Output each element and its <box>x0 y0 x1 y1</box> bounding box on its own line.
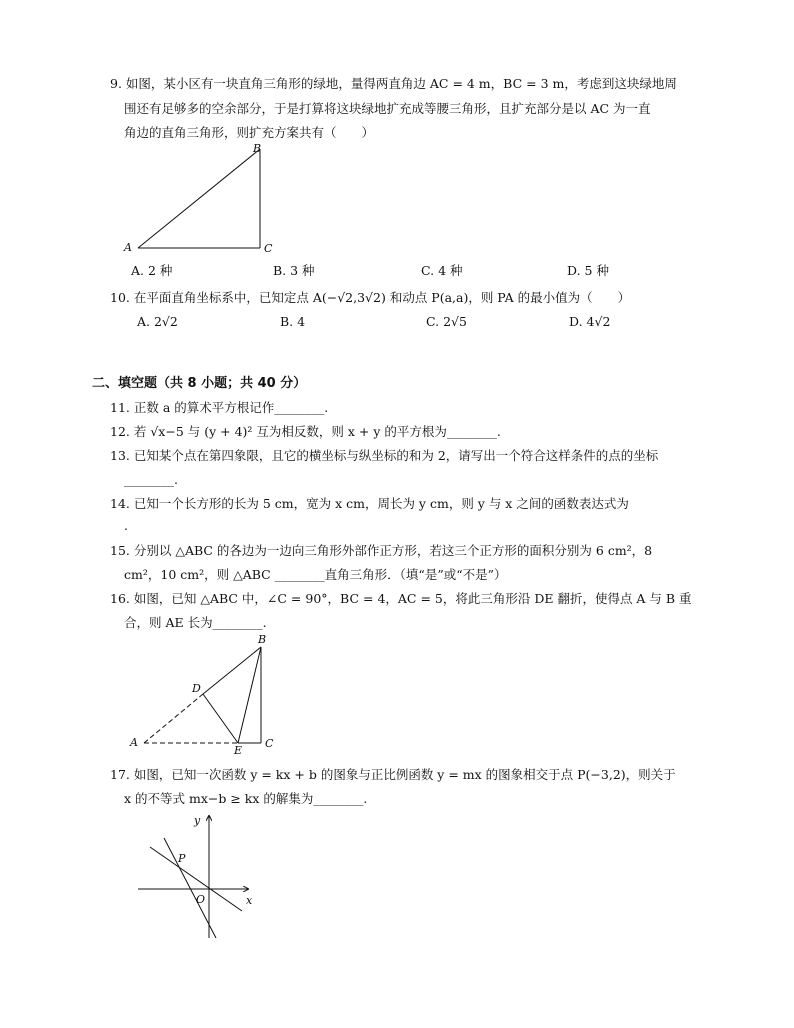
section-title: 二、填空题（共 8 小题；共 40 分） <box>92 376 307 391</box>
q9-option-c: C. 4 种 <box>421 263 463 278</box>
q9-figure <box>118 138 288 258</box>
q9-line-3: 角边的直角三角形，则扩充方案共有（ ） <box>124 125 375 140</box>
q9-option-a: A. 2 种 <box>131 263 173 278</box>
q10-option-d: D. 4√2 <box>569 314 611 329</box>
q16-line-2: 合，则 AE 长为________. <box>124 615 267 630</box>
q14-line-1: 14. 已知一个长方形的长为 5 cm，宽为 x cm，周长为 y cm，则 y 与 x 之间的函数表达式为 <box>110 496 629 511</box>
q17-line-2: x 的不等式 mx−b ≥ kx 的解集为________. <box>124 791 368 806</box>
q13-line-1: 13. 已知某个点在第四象限，且它的横坐标与纵坐标的和为 2，请写出一个符合这样条件的点的坐标 <box>110 448 659 463</box>
q9-option-b: B. 3 种 <box>273 263 315 278</box>
q10-option-c: C. 2√5 <box>426 314 467 329</box>
q16-label-a: A <box>130 736 138 749</box>
q15-line-2: cm²，10 cm²，则 △ABC ________直角三角形．（填“是”或“不是”） <box>124 567 507 582</box>
q17-line-1: 17. 如图，已知一次函数 y = kx + b 的图象与正比例函数 y = mx 的图象相交于点 P(−3,2)，则关于 <box>110 767 676 782</box>
q17-label-p: P <box>178 852 186 865</box>
q15-line-1: 15. 分别以 △ABC 的各边为一边向三角形外部作正方形，若这三个正方形的面积分别为 6 cm²，8 <box>110 543 653 558</box>
q9-line-1: 9. 如图，某小区有一块直角三角形的绿地，量得两直角边 AC = 4 m，BC = 3 m，考虑到这块绿地周 <box>110 76 677 91</box>
q14-line-2: . <box>124 518 128 533</box>
q10-option-b: B. 4 <box>280 314 306 329</box>
q16-figure <box>124 630 284 755</box>
q10-option-a: A. 2√2 <box>137 314 178 329</box>
q17-label-o: O <box>196 893 206 906</box>
q13-line-2: ________. <box>124 472 178 487</box>
q9-edge-ab <box>138 149 260 248</box>
q9-label-b: B <box>253 142 262 155</box>
q17-label-x: x <box>246 894 253 907</box>
q9-option-d: D. 5 种 <box>567 263 609 278</box>
q11-line: 11. 正数 a 的算术平方根记作________. <box>110 400 329 415</box>
q12-line: 12. 若 √x−5 与 (y + 4)² 互为相反数，则 x + y 的平方根为________. <box>110 424 501 439</box>
q17-figure <box>130 810 270 945</box>
q9-label-c: C <box>264 242 273 255</box>
q16-label-c: C <box>265 737 274 750</box>
q16-edge-db <box>203 647 261 694</box>
q16-edge-ab-dashed-lower <box>144 694 203 743</box>
q16-label-e: E <box>234 744 243 755</box>
q16-line-1: 16. 如图，已知 △ABC 中，∠C = 90°，BC = 4，AC = 5，将此三角形沿 DE 翻折，使得点 A 与 B 重 <box>110 591 692 606</box>
q10-line: 10. 在平面直角坐标系中，已知定点 A(−√2,3√2) 和动点 P(a,a)，则 PA 的最小值为（ ） <box>110 290 631 305</box>
q16-edge-be <box>238 647 261 743</box>
q17-label-y: y <box>194 814 201 827</box>
q16-label-d: D <box>192 682 201 695</box>
q16-label-b: B <box>258 633 267 646</box>
q16-edge-de <box>203 694 238 743</box>
q9-label-a: A <box>124 241 132 254</box>
q9-line-2: 围还有足够多的空余部分，于是打算将这块绿地扩充成等腰三角形，且扩充部分是以 AC 为一直 <box>124 101 651 116</box>
